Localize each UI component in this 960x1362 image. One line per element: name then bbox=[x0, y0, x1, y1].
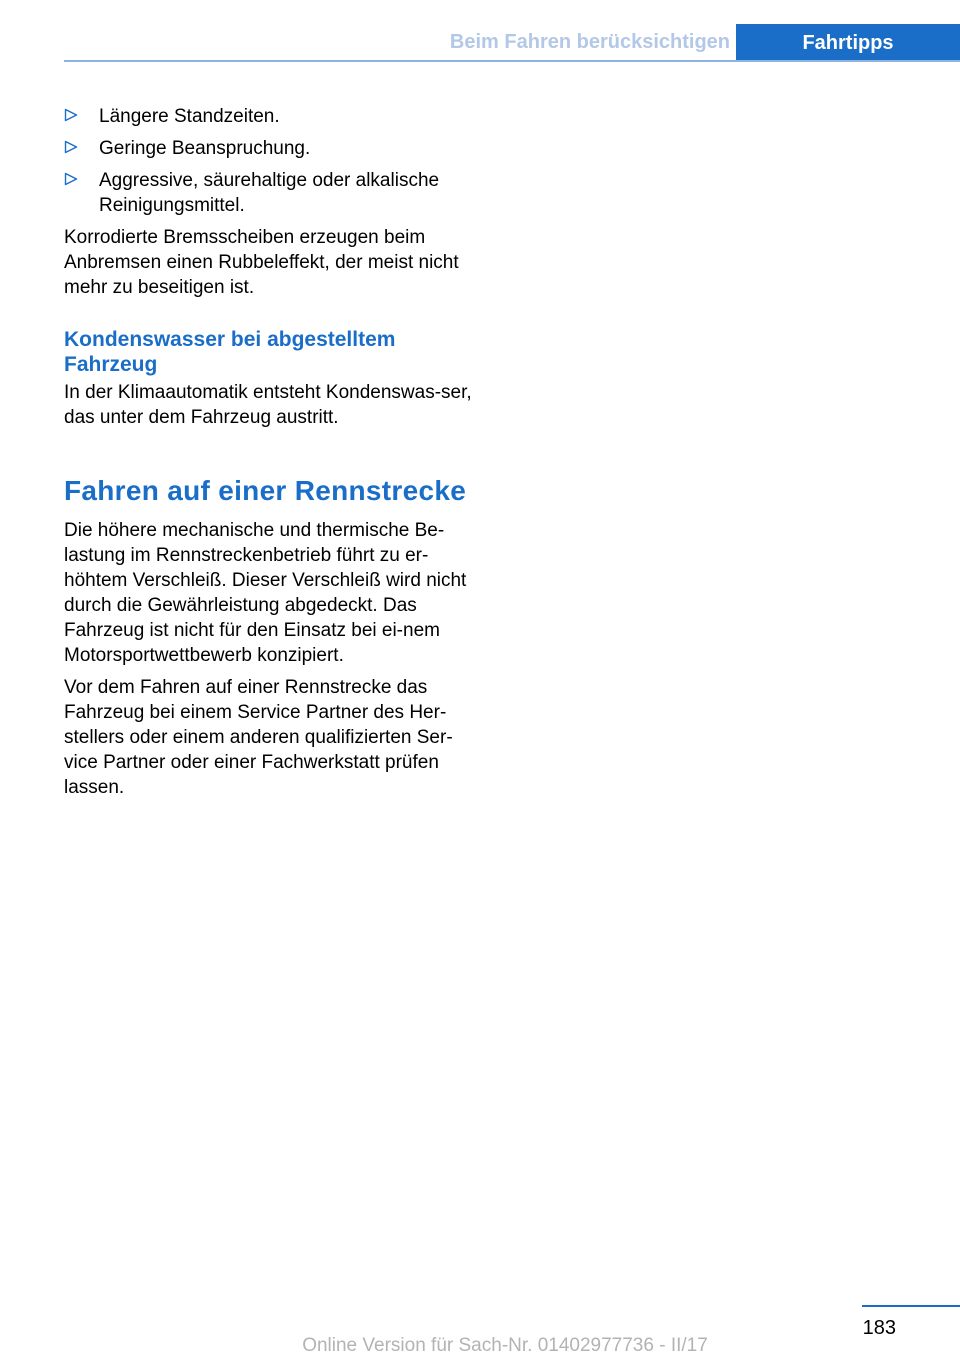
racetrack-heading: Fahren auf einer Rennstrecke bbox=[64, 475, 467, 506]
bullet-list bbox=[64, 104, 478, 218]
page-number: 183 bbox=[862, 1317, 896, 1339]
header-chapter-tab: Fahrtipps bbox=[736, 24, 960, 62]
main-content bbox=[64, 104, 478, 807]
triangle-bullet-icon bbox=[64, 172, 78, 186]
list-item-text: Längere Standzeiten. bbox=[99, 106, 280, 127]
racetrack-paragraph-1: Die höhere mechanische und thermische Be-lastung im Rennstreckenbetrieb führt zu er-höhtem Verschleiß. Dieser Verschleiß wird nicht durch die Gewährleistung abgedeckt. Das Fahrzeug ist nicht für den Einsatz bei ei-nem Motorsportwettbewerb konzipiert. bbox=[64, 520, 467, 666]
racetrack-paragraph-2: Vor dem Fahren auf einer Rennstrecke das Fahrzeug bei einem Service Partner des Her-stellers oder einem anderen qualifizierten Ser-vice Partner oder einer Fachwerkstatt prüfen lassen. bbox=[64, 677, 453, 798]
triangle-bullet-icon bbox=[64, 108, 78, 122]
header-divider bbox=[64, 60, 960, 62]
list-item-text: Aggressive, säurehaltige oder alkalische Reinigungsmittel. bbox=[99, 170, 440, 216]
corrosion-paragraph: Korrodierte Bremsscheiben erzeugen beim Anbremsen einen Rubbeleffekt, der meist nicht mehr zu beseitigen ist. bbox=[64, 227, 459, 298]
condensation-paragraph: In der Klimaautomatik entsteht Kondenswas-ser, das unter dem Fahrzeug austritt. bbox=[64, 382, 472, 428]
page-header bbox=[0, 0, 960, 62]
condensation-heading: Kondenswasser bei abgestelltem Fahrzeug bbox=[64, 328, 396, 376]
online-version-note: Online Version für Sach-Nr. 01402977736 - II/17 bbox=[302, 1335, 708, 1356]
footer-divider bbox=[862, 1305, 960, 1307]
list-item bbox=[64, 168, 478, 218]
triangle-bullet-icon bbox=[64, 140, 78, 154]
list-item bbox=[64, 136, 478, 161]
header-section-title: Beim Fahren berücksichtigen bbox=[449, 31, 730, 53]
list-item bbox=[64, 104, 478, 129]
list-item-text: Geringe Beanspruchung. bbox=[99, 138, 311, 159]
